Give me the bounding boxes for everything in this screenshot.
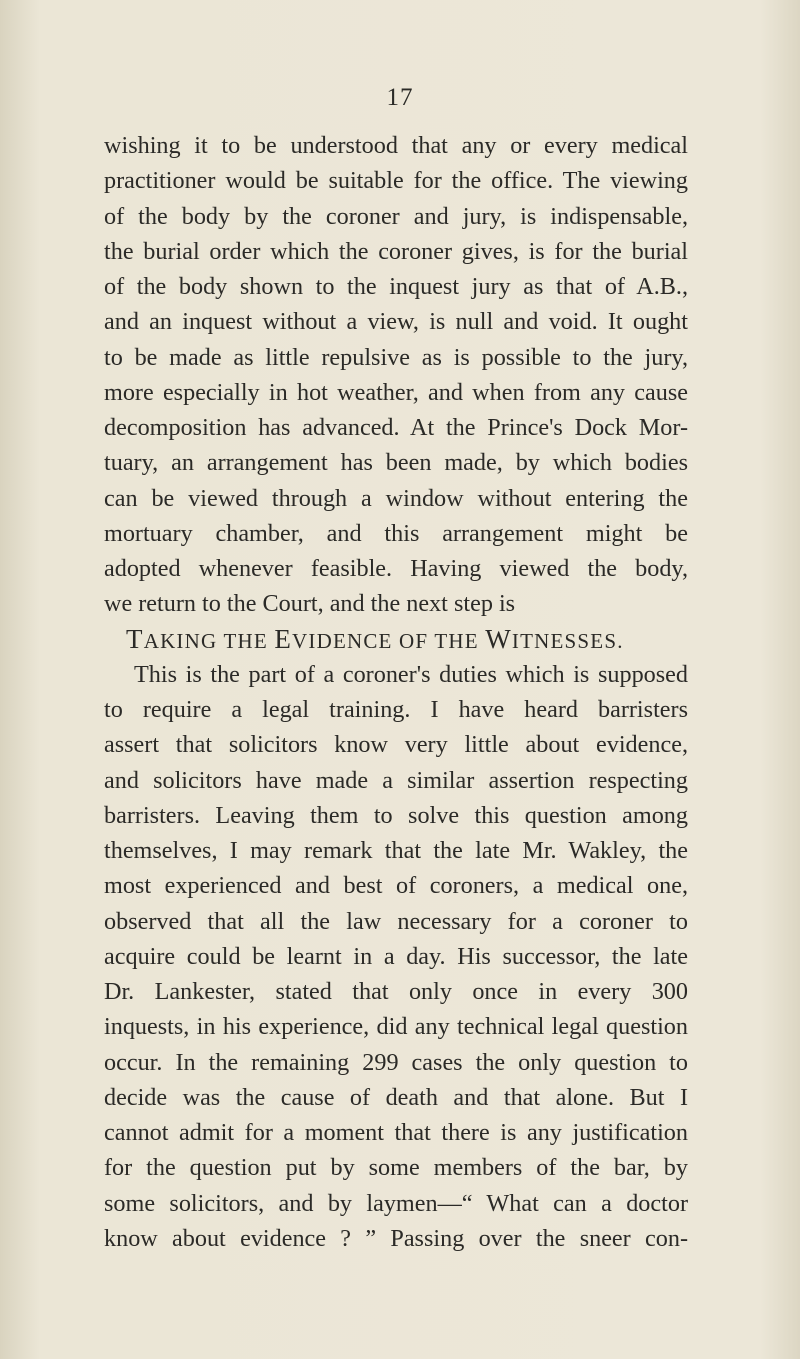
section-heading bbox=[104, 622, 688, 657]
text-line: assert that solicitors know very little about evidence, bbox=[104, 731, 688, 759]
heading-initial: W bbox=[485, 623, 512, 654]
text-line: decide was the cause of death and that alone. But I bbox=[104, 1083, 688, 1111]
text-line: acquire could be learnt in a day. His successor, the late bbox=[104, 942, 688, 970]
text-line: mortuary chamber, and this arrangement might be bbox=[104, 519, 688, 547]
text-line: This is the part of a coroner's duties which is supposed bbox=[134, 660, 688, 688]
text-line: decomposition has advanced. At the Prince's Dock Mor- bbox=[104, 414, 688, 441]
paragraph-viewing-of-body bbox=[104, 128, 688, 622]
body-text bbox=[104, 128, 688, 1256]
heading-text: ITNESSES. bbox=[511, 628, 624, 653]
text-line: themselves, I may remark that the late Mr. Wakley, the bbox=[104, 837, 688, 864]
text-line: and solicitors have made a similar assertion respecting bbox=[104, 766, 688, 794]
paragraph-evidence bbox=[104, 657, 688, 1256]
text-line: wishing it to be understood that any or every medical bbox=[104, 132, 688, 159]
heading-text: AKING bbox=[143, 628, 218, 653]
heading-initial: T bbox=[126, 623, 144, 654]
heading-text: THE bbox=[223, 628, 268, 653]
heading-initial: E bbox=[274, 623, 293, 654]
text-line: cannot admit for a moment that there is any justification bbox=[104, 1119, 688, 1146]
text-line: to be made as little repulsive as is possible to the jury, bbox=[104, 343, 688, 371]
text-line: more especially in hot weather, and when from any cause bbox=[104, 378, 688, 406]
text-line: practitioner would be suitable for the office. The viewing bbox=[104, 167, 688, 195]
text-line: can be viewed through a window without entering the bbox=[104, 484, 688, 512]
text-line: of the body shown to the inquest jury as that of A.B., bbox=[104, 273, 688, 300]
text-line: barristers. Leaving them to solve this question among bbox=[104, 801, 688, 829]
text-line: we return to the Court, and the next step is bbox=[104, 590, 516, 618]
heading-text: VIDENCE bbox=[292, 628, 393, 653]
text-line: know about evidence ? ” Passing over the sneer con- bbox=[104, 1224, 688, 1252]
text-line: adopted whenever feasible. Having viewed the body, bbox=[104, 555, 688, 582]
text-line: most experienced and best of coroners, a medical one, bbox=[104, 872, 688, 900]
text-line: some solicitors, and by laymen—“ What can a doctor bbox=[104, 1189, 688, 1217]
page-number: 17 bbox=[386, 84, 414, 111]
text-line: the burial order which the coroner gives, is for the burial bbox=[104, 237, 688, 265]
text-line: tuary, an arrangement has been made, by which bodies bbox=[104, 449, 688, 477]
text-line: observed that all the law necessary for a coroner to bbox=[104, 907, 688, 935]
text-line: for the question put by some members of the bar, by bbox=[104, 1154, 688, 1182]
text-line: to require a legal training. I have heard barristers bbox=[104, 696, 688, 723]
text-line: occur. In the remaining 299 cases the only question to bbox=[104, 1048, 688, 1076]
heading-text: OF THE bbox=[399, 628, 479, 653]
text-line: Dr. Lankester, stated that only once in every 300 bbox=[104, 978, 688, 1005]
text-line: and an inquest without a view, is null and void. It ought bbox=[104, 308, 688, 336]
text-line: of the body by the coroner and jury, is indispensable, bbox=[104, 202, 688, 230]
text-line: inquests, in his experience, did any technical legal question bbox=[104, 1013, 688, 1041]
